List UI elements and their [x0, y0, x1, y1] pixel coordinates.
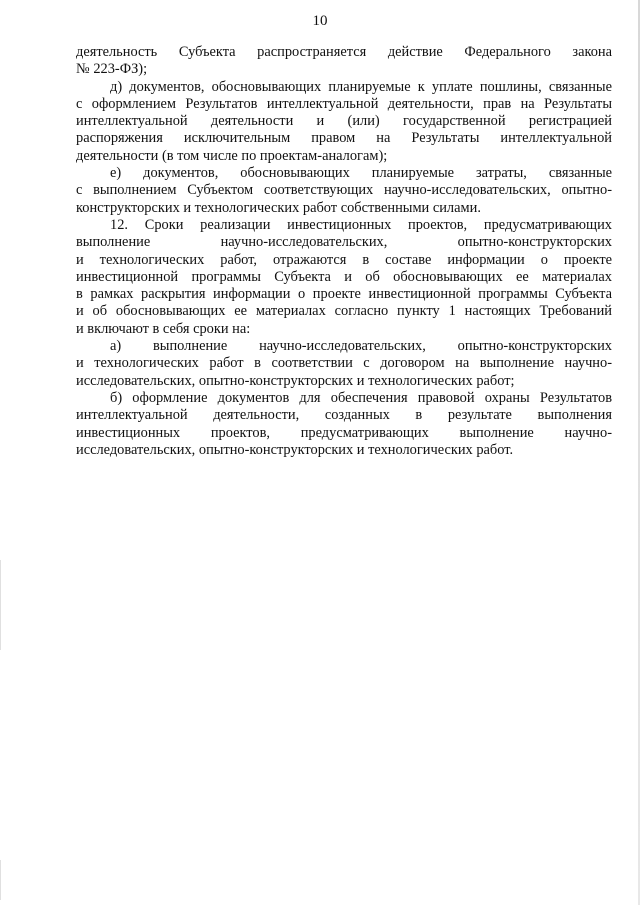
scan-margin-mark	[0, 860, 1, 900]
text-line: интеллектуальной деятельности, созданных в результате выполнения	[76, 407, 612, 424]
text-line: деятельность Субъекта распространяется действие Федерального закона	[76, 44, 612, 60]
scan-margin-mark	[0, 560, 1, 650]
text-line: исследовательских, опытно-конструкторских и технологических работ.	[76, 441, 514, 458]
text-line: и технологических работ в соответствии с договором на выполнение научно-	[76, 355, 612, 372]
text-line: выполнение научно-исследовательских, опытно-конструкторских	[76, 234, 612, 251]
text-line: деятельности (в том числе по проектам-аналогам);	[76, 147, 388, 164]
text-line: интеллектуальной деятельности и (или) государственной регистрацией	[76, 113, 612, 130]
text-line: б) оформление документов для обеспечения правовой охраны Результатов	[110, 389, 612, 406]
page-number: 10	[312, 13, 328, 29]
text-line: в рамках раскрытия информации о проекте инвестиционной программы Субъекта	[76, 286, 612, 303]
text-line: а) выполнение научно-исследовательских, опытно-конструкторских	[110, 338, 612, 355]
text-line: 12. Сроки реализации инвестиционных проектов, предусматривающих	[110, 216, 612, 233]
text-line: с выполнением Субъектом соответствующих научно-исследовательских, опытно-	[76, 182, 612, 199]
text-line: распоряжения исключительным правом на Результаты интеллектуальной	[76, 130, 612, 147]
text-line: инвестиционной программы Субъекта и об обосновывающих ее материалах	[76, 268, 612, 285]
document-body	[76, 44, 612, 459]
text-line: д) документов, обосновывающих планируемые к уплате пошлины, связанные	[110, 78, 612, 95]
text-line: и включают в себя сроки на:	[76, 320, 251, 337]
text-line: № 223-ФЗ);	[76, 61, 148, 78]
text-line: инвестиционных проектов, предусматривающих выполнение научно-	[76, 424, 612, 441]
text-line: с оформлением Результатов интеллектуальной деятельности, прав на Результаты	[76, 95, 612, 112]
text-line: е) документов, обосновывающих планируемые затраты, связанные	[110, 165, 612, 182]
text-line: исследовательских, опытно-конструкторских и технологических работ;	[76, 372, 515, 389]
text-line: и технологических работ, отражаются в составе информации о проекте	[76, 251, 612, 268]
text-line: конструкторских и технологических работ собственными силами.	[76, 199, 481, 216]
text-line: и об обосновывающих ее материалах согласно пункту 1 настоящих Требований	[76, 303, 612, 320]
